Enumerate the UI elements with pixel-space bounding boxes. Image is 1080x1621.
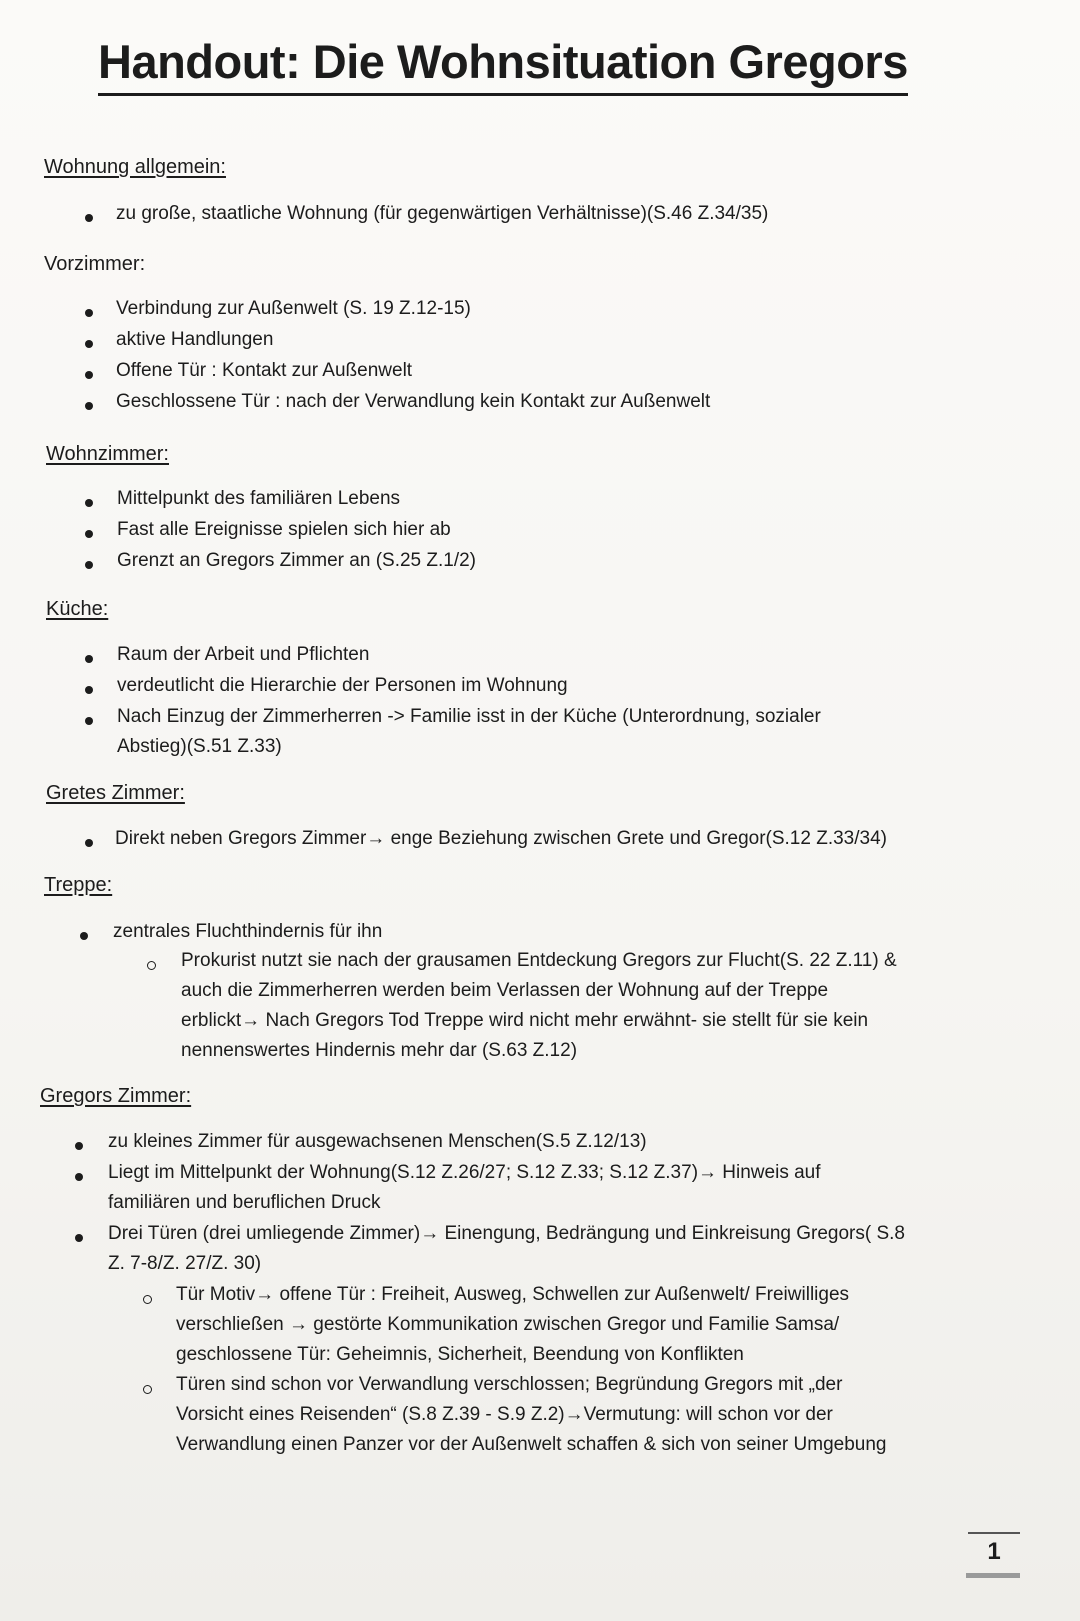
- bullet: [75, 1173, 83, 1181]
- list-item: aktive Handlungen: [116, 329, 274, 350]
- bullet: [75, 1234, 83, 1242]
- heading-vorzimmer: Vorzimmer:: [44, 253, 146, 275]
- bullet: [85, 655, 93, 663]
- sub-list-item: Prokurist nutzt sie nach der grausamen Entdeckung Gregors zur Flucht(S. 22 Z.11) &: [181, 950, 897, 971]
- bullet: [85, 402, 93, 410]
- bullet: [85, 340, 93, 348]
- list-item: Nach Einzug der Zimmerherren -> Familie isst in der Küche (Unterordnung, sozialer: [117, 706, 821, 727]
- sub-list-item: Tür Motiv→ offene Tür : Freiheit, Ausweg, Schwellen zur Außenwelt/ Freiwilliges: [176, 1284, 850, 1305]
- list-item: zentrales Fluchthindernis für ihn: [113, 921, 383, 942]
- list-item: Direkt neben Gregors Zimmer→ enge Beziehung zwischen Grete und Gregor(S.12 Z.33/34): [115, 828, 887, 849]
- sub-bullet: [147, 961, 156, 970]
- list-item: Geschlossene Tür : nach der Verwandlung kein Kontakt zur Außenwelt: [116, 391, 711, 412]
- list-item: Mittelpunkt des familiären Lebens: [117, 488, 401, 509]
- bullet: [85, 371, 93, 379]
- sub-list-item-continuation: verschließen → gestörte Kommunikation zwischen Gregor und Familie Samsa/: [176, 1314, 840, 1335]
- bullet: [85, 686, 93, 694]
- list-item: Raum der Arbeit und Pflichten: [117, 644, 370, 665]
- list-item-continuation: familiären und beruflichen Druck: [108, 1192, 381, 1213]
- heading-wohnung-allgemein: Wohnung allgemein:: [44, 156, 226, 178]
- heading-treppe: Treppe:: [44, 874, 113, 896]
- list-item: Fast alle Ereignisse spielen sich hier ab: [117, 519, 451, 540]
- sub-bullet: [143, 1295, 152, 1304]
- page-number: 1: [968, 1532, 1020, 1566]
- sub-list-item-continuation: erblickt→ Nach Gregors Tod Treppe wird nicht mehr erwähnt- sie stellt für sie kein: [181, 1010, 869, 1031]
- sub-list-item: Türen sind schon vor Verwandlung verschlossen; Begründung Gregors mit „der: [176, 1374, 843, 1395]
- list-item: Drei Türen (drei umliegende Zimmer)→ Einengung, Bedrängung und Einkreisung Gregors( S.8: [108, 1223, 905, 1244]
- page-title: Handout: Die Wohnsituation Gregors: [98, 34, 908, 96]
- heading-kueche: Küche:: [46, 598, 109, 620]
- bullet: [85, 499, 93, 507]
- bullet: [85, 839, 93, 847]
- heading-gretes-zimmer: Gretes Zimmer:: [46, 782, 185, 804]
- page-number-underline: [966, 1573, 1020, 1578]
- list-item: verdeutlicht die Hierarchie der Personen im Wohnung: [117, 675, 568, 696]
- sub-list-item-continuation: auch die Zimmerherren werden beim Verlassen der Wohnung auf der Treppe: [181, 980, 829, 1001]
- list-item-continuation: Abstieg)(S.51 Z.33): [117, 736, 282, 757]
- heading-gregors-zimmer: Gregors Zimmer:: [40, 1085, 192, 1107]
- bullet: [85, 309, 93, 317]
- list-item: zu große, staatliche Wohnung (für gegenwärtigen Verhältnisse)(S.46 Z.34/35): [116, 203, 769, 224]
- bullet: [85, 717, 93, 725]
- sub-bullet: [143, 1385, 152, 1394]
- list-item: Grenzt an Gregors Zimmer an (S.25 Z.1/2): [117, 550, 477, 571]
- sub-list-item-continuation: geschlossene Tür: Geheimnis, Sicherheit, Beendung von Konflikten: [176, 1344, 744, 1365]
- list-item-continuation: Z. 7-8/Z. 27/Z. 30): [108, 1253, 262, 1274]
- bullet: [85, 561, 93, 569]
- sub-list-item-continuation: nennenswertes Hindernis mehr dar (S.63 Z.12): [181, 1040, 578, 1061]
- sub-list-item-continuation: Verwandlung einen Panzer vor der Außenwelt schaffen & sich von seiner Umgebung: [176, 1434, 887, 1455]
- list-item: Offene Tür : Kontakt zur Außenwelt: [116, 360, 413, 381]
- bullet: [85, 530, 93, 538]
- list-item: zu kleines Zimmer für ausgewachsenen Menschen(S.5 Z.12/13): [108, 1131, 647, 1152]
- list-item: Verbindung zur Außenwelt (S. 19 Z.12-15): [116, 298, 471, 319]
- list-item: Liegt im Mittelpunkt der Wohnung(S.12 Z.26/27; S.12 Z.33; S.12 Z.37)→ Hinweis auf: [108, 1162, 821, 1183]
- bullet: [80, 932, 88, 940]
- bullet: [75, 1142, 83, 1150]
- bullet: [85, 214, 93, 222]
- sub-list-item-continuation: Vorsicht eines Reisenden“ (S.8 Z.39 - S.9 Z.2)→Vermutung: will schon vor der: [176, 1404, 833, 1425]
- heading-wohnzimmer: Wohnzimmer:: [46, 443, 169, 465]
